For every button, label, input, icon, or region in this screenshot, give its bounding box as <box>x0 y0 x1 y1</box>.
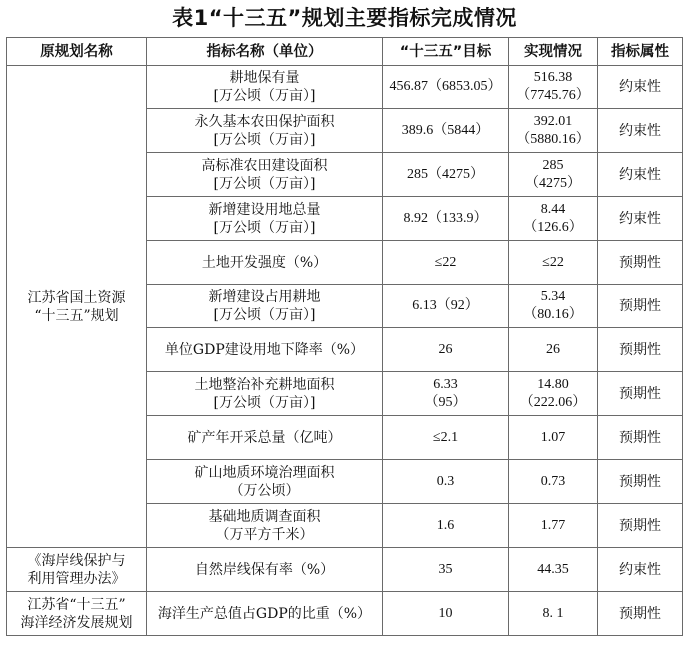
table-row <box>7 66 683 109</box>
target-cell: 26 <box>383 328 509 372</box>
actual-cell: ≤22 <box>509 241 598 285</box>
attribute-cell: 约束性 <box>598 109 683 153</box>
target-cell: 456.87（6853.05） <box>383 66 509 109</box>
indicator-cell: 永久基本农田保护面积 [万公顷（万亩）] <box>147 109 383 153</box>
actual-cell: 8. 1 <box>509 592 598 636</box>
indicator-table <box>6 37 683 636</box>
target-cell: 285（4275） <box>383 153 509 197</box>
attribute-cell: 预期性 <box>598 416 683 460</box>
indicator-cell: 新增建设用地总量 [万公顷（万亩）] <box>147 197 383 241</box>
indicator-cell: 基础地质调查面积 （万平方千米） <box>147 504 383 548</box>
actual-cell: 26 <box>509 328 598 372</box>
actual-cell: 285 （4275） <box>509 153 598 197</box>
actual-cell: 5.34 （80.16） <box>509 285 598 328</box>
indicator-cell: 海洋生产总值占GDP的比重（%） <box>147 592 383 636</box>
col-header-actual: 实现情况 <box>509 38 598 66</box>
col-header-target: “十三五”目标 <box>383 38 509 66</box>
target-cell: 6.13（92） <box>383 285 509 328</box>
attribute-cell: 预期性 <box>598 504 683 548</box>
attribute-cell: 预期性 <box>598 241 683 285</box>
target-cell: 1.6 <box>383 504 509 548</box>
table-row <box>7 548 683 592</box>
attribute-cell: 约束性 <box>598 548 683 592</box>
plan-name-cell: 江苏省“十三五” 海洋经济发展规划 <box>7 592 147 636</box>
target-cell: 8.92（133.9） <box>383 197 509 241</box>
col-header-indicator: 指标名称（单位） <box>147 38 383 66</box>
target-cell: ≤22 <box>383 241 509 285</box>
col-header-plan: 原规划名称 <box>7 38 147 66</box>
attribute-cell: 预期性 <box>598 460 683 504</box>
indicator-cell: 新增建设占用耕地 [万公顷（万亩）] <box>147 285 383 328</box>
plan-name-cell: 江苏省国土资源 “十三五”规划 <box>7 66 147 548</box>
indicator-cell: 自然岸线保有率（%） <box>147 548 383 592</box>
actual-cell: 0.73 <box>509 460 598 504</box>
indicator-cell: 土地开发强度（%） <box>147 241 383 285</box>
target-cell: 0.3 <box>383 460 509 504</box>
target-cell: 6.33 （95） <box>383 372 509 416</box>
indicator-cell: 土地整治补充耕地面积 [万公顷（万亩）] <box>147 372 383 416</box>
table-title: 表1“十三五”规划主要指标完成情况 <box>172 6 517 30</box>
actual-cell: 44.35 <box>509 548 598 592</box>
plan-name-cell: 《海岸线保护与 利用管理办法》 <box>7 548 147 592</box>
actual-cell: 1.77 <box>509 504 598 548</box>
col-header-attribute: 指标属性 <box>598 38 683 66</box>
target-cell: 35 <box>383 548 509 592</box>
attribute-cell: 预期性 <box>598 285 683 328</box>
actual-cell: 8.44 （126.6） <box>509 197 598 241</box>
attribute-cell: 预期性 <box>598 372 683 416</box>
target-cell: ≤2.1 <box>383 416 509 460</box>
indicator-cell: 耕地保有量 [万公顷（万亩）] <box>147 66 383 109</box>
actual-cell: 392.01 （5880.16） <box>509 109 598 153</box>
target-cell: 10 <box>383 592 509 636</box>
indicator-cell: 单位GDP建设用地下降率（%） <box>147 328 383 372</box>
actual-cell: 516.38 （7745.76） <box>509 66 598 109</box>
attribute-cell: 预期性 <box>598 328 683 372</box>
attribute-cell: 约束性 <box>598 153 683 197</box>
target-cell: 389.6（5844） <box>383 109 509 153</box>
header-row <box>7 38 683 66</box>
attribute-cell: 约束性 <box>598 66 683 109</box>
actual-cell: 14.80 （222.06） <box>509 372 598 416</box>
table-row <box>7 592 683 636</box>
attribute-cell: 约束性 <box>598 197 683 241</box>
indicator-cell: 矿山地质环境治理面积 （万公顷） <box>147 460 383 504</box>
indicator-cell: 矿产年开采总量（亿吨） <box>147 416 383 460</box>
actual-cell: 1.07 <box>509 416 598 460</box>
indicator-cell: 高标准农田建设面积 [万公顷（万亩）] <box>147 153 383 197</box>
attribute-cell: 预期性 <box>598 592 683 636</box>
